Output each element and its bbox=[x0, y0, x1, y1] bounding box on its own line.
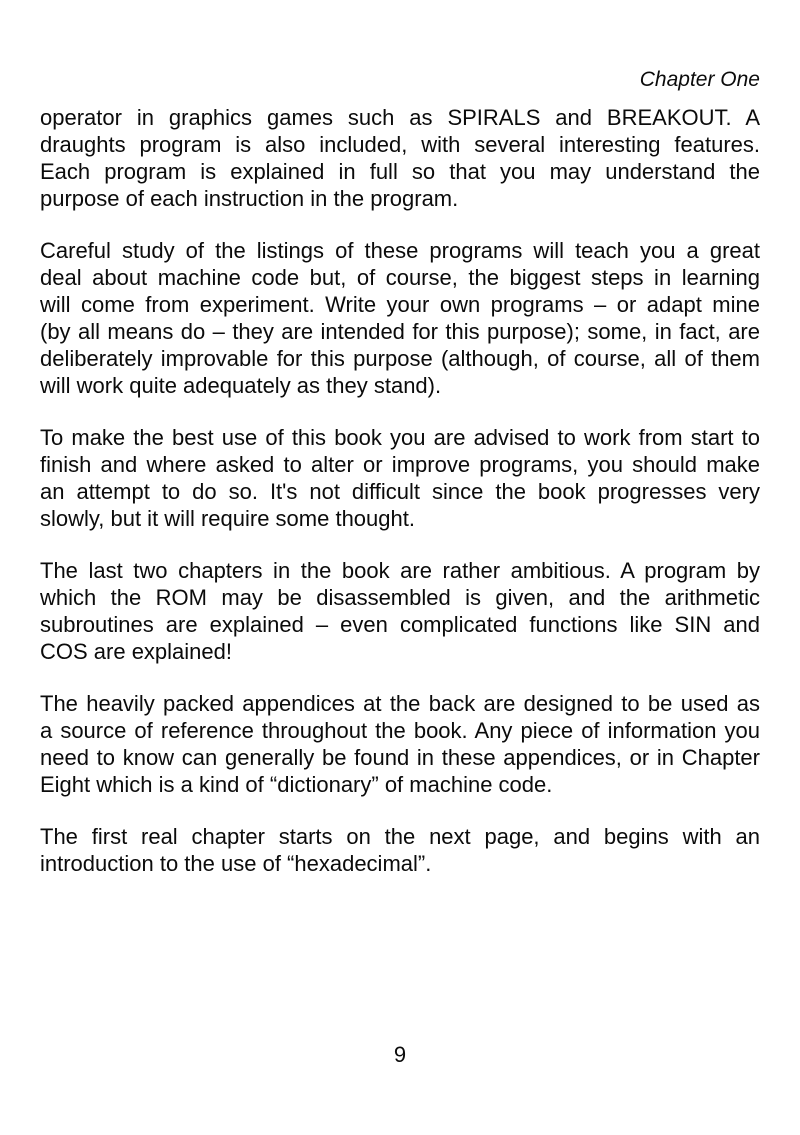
text-line: The last two chapters in the book are rather ambitious. A program by bbox=[40, 558, 760, 583]
text-line: need to know can generally be found in these appendices, or in Chapter bbox=[40, 745, 760, 770]
text-line: deal about machine code but, of course, the biggest steps in learning bbox=[40, 265, 760, 290]
text-line: which the ROM may be disassembled is given, and the arithmetic bbox=[40, 585, 760, 610]
paragraph bbox=[40, 424, 760, 532]
text-line: subroutines are explained – even complicated functions like SIN and bbox=[40, 612, 760, 637]
text-line: a source of reference throughout the book. Any piece of information you bbox=[40, 718, 760, 743]
text-line: will come from experiment. Write your own programs – or adapt mine bbox=[40, 292, 760, 317]
text-line: operator in graphics games such as SPIRALS and BREAKOUT. A bbox=[40, 105, 760, 130]
text-line: Careful study of the listings of these programs will teach you a great bbox=[40, 238, 760, 263]
text-line: draughts program is also included, with several interesting features. bbox=[40, 132, 760, 157]
text-line: COS are explained! bbox=[40, 639, 232, 664]
text-line: will work quite adequately as they stand). bbox=[40, 373, 442, 398]
text-line: To make the best use of this book you are advised to work from start to bbox=[40, 425, 760, 450]
paragraph bbox=[40, 557, 760, 665]
text-line: purpose of each instruction in the program. bbox=[40, 186, 459, 211]
text-line: slowly, but it will require some thought. bbox=[40, 506, 415, 531]
text-line: Eight which is a kind of “dictionary” of machine code. bbox=[40, 772, 553, 797]
page-number: 9 bbox=[393, 1042, 407, 1067]
text-line: (by all means do – they are intended for this purpose); some, in fact, are bbox=[40, 319, 760, 344]
paragraph bbox=[40, 104, 760, 212]
text-line: introduction to the use of “hexadecimal”. bbox=[40, 851, 432, 876]
text-line: deliberately improvable for this purpose (although, of course, all of them bbox=[40, 346, 760, 371]
paragraph bbox=[40, 237, 760, 399]
text-line: The heavily packed appendices at the back are designed to be used as bbox=[40, 691, 760, 716]
text-line: an attempt to do so. It's not difficult since the book progresses very bbox=[40, 479, 760, 504]
text-line: The first real chapter starts on the next page, and begins with an bbox=[40, 824, 760, 849]
text-line: finish and where asked to alter or improve programs, you should make bbox=[40, 452, 760, 477]
paragraph bbox=[40, 823, 760, 877]
text-line: Each program is explained in full so that you may understand the bbox=[40, 159, 760, 184]
chapter-header: Chapter One bbox=[639, 68, 760, 91]
page-body bbox=[40, 104, 760, 877]
paragraph bbox=[40, 690, 760, 798]
